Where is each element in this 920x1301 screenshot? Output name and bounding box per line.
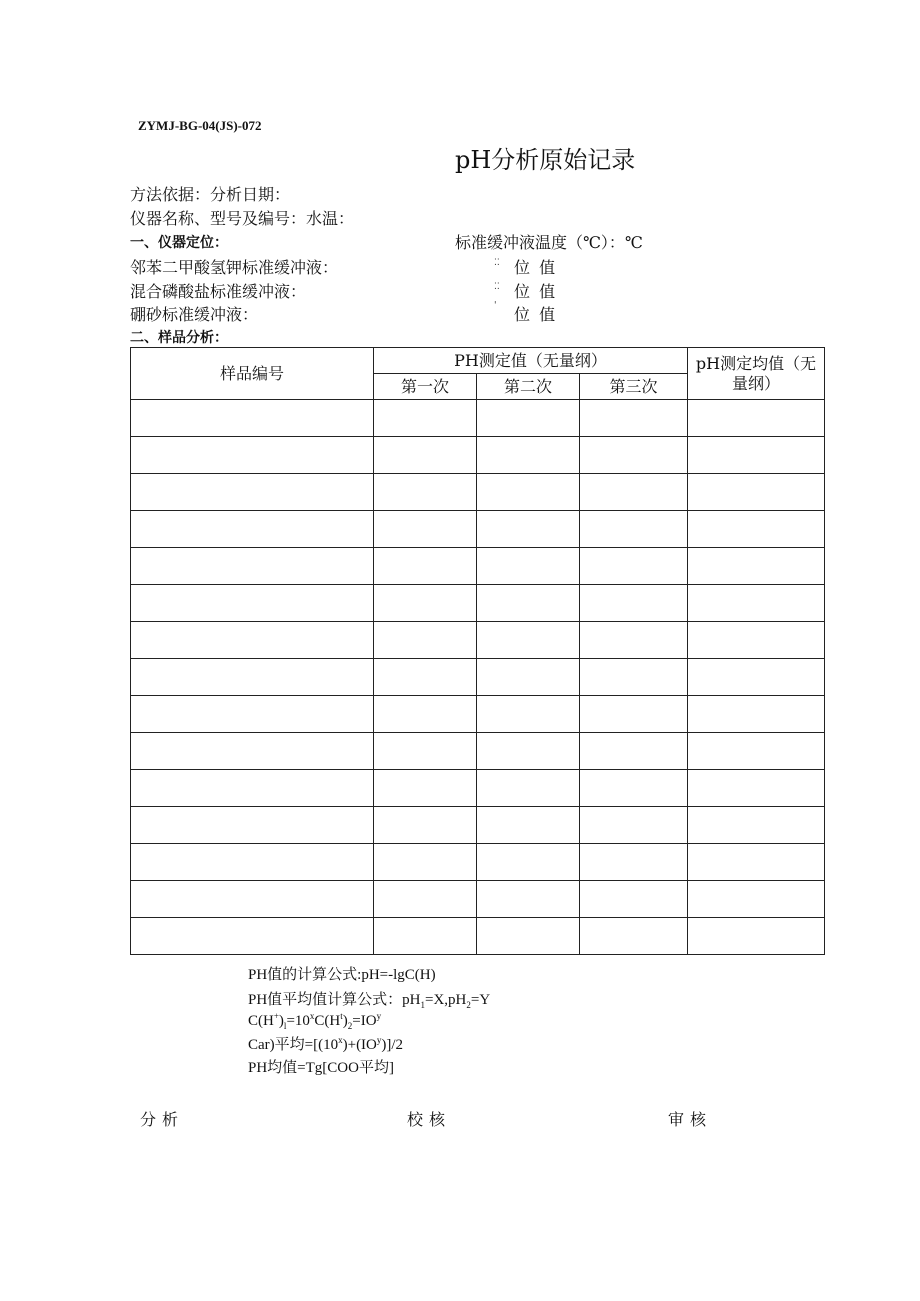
table-cell[interactable] <box>688 511 825 548</box>
table-row <box>131 548 825 585</box>
table-cell[interactable] <box>477 511 580 548</box>
table-cell[interactable] <box>477 400 580 437</box>
table-row <box>131 807 825 844</box>
table-cell[interactable] <box>374 585 477 622</box>
table-cell[interactable] <box>374 548 477 585</box>
table-cell[interactable] <box>374 474 477 511</box>
table-cell[interactable] <box>374 622 477 659</box>
table-cell[interactable] <box>477 696 580 733</box>
table-cell[interactable] <box>688 844 825 881</box>
table-row <box>131 918 825 955</box>
section-2-title: 二、样品分析： <box>130 330 228 346</box>
table-cell[interactable] <box>580 807 688 844</box>
table-cell[interactable] <box>477 548 580 585</box>
table-row <box>131 511 825 548</box>
table-cell[interactable] <box>477 844 580 881</box>
table-cell[interactable] <box>580 437 688 474</box>
buffer-name-3: 硼砂标准缓冲液： <box>130 305 259 324</box>
signature-review: 审核 <box>668 1110 713 1129</box>
table-cell[interactable] <box>688 733 825 770</box>
table-cell[interactable] <box>688 474 825 511</box>
formula-ph-average: PH值平均值计算公式：$pH_1=X,pH_2=Y$ <box>248 992 491 1010</box>
table-cell[interactable] <box>477 733 580 770</box>
table-cell[interactable] <box>477 659 580 696</box>
table-cell[interactable] <box>374 659 477 696</box>
header-first: 第一次 <box>374 374 477 400</box>
table-cell[interactable] <box>580 659 688 696</box>
table-row <box>131 659 825 696</box>
table-cell[interactable] <box>131 474 374 511</box>
table-cell[interactable] <box>131 437 374 474</box>
table-cell[interactable] <box>580 696 688 733</box>
table-cell[interactable] <box>131 881 374 918</box>
instrument-water-temp-line: 仪器名称、型号及编号：水温： <box>130 209 355 228</box>
method-date-line: 方法依据：分析日期： <box>130 185 291 204</box>
table-cell[interactable] <box>477 918 580 955</box>
table-body <box>131 400 825 955</box>
sample-analysis-table <box>130 347 825 955</box>
table-row <box>131 585 825 622</box>
section-1-title: 一、仪器定位： <box>130 235 228 251</box>
table-cell[interactable] <box>477 585 580 622</box>
table-cell[interactable] <box>477 474 580 511</box>
table-cell[interactable] <box>580 770 688 807</box>
page-title: pH分析原始记录 <box>455 146 636 174</box>
buffer-value-label-3: 位 值 <box>514 305 558 324</box>
table-row <box>131 696 825 733</box>
table-cell[interactable] <box>374 844 477 881</box>
header-mean-value: pH测定均值（无量纲） <box>688 348 825 400</box>
buffer-value-label-2: 位 值 <box>514 282 558 301</box>
header-measured-value: PH测定值（无量纲） <box>374 348 688 374</box>
table-cell[interactable] <box>131 733 374 770</box>
table-cell[interactable] <box>580 622 688 659</box>
table-row <box>131 733 825 770</box>
table-cell[interactable] <box>477 437 580 474</box>
table-cell[interactable] <box>580 511 688 548</box>
table-row <box>131 770 825 807</box>
table-cell[interactable] <box>688 585 825 622</box>
table-cell[interactable] <box>374 696 477 733</box>
table-cell[interactable] <box>131 548 374 585</box>
document-code: ZYMJ-BG-04(JS)-072 <box>138 118 262 133</box>
table-cell[interactable] <box>580 733 688 770</box>
buffer-dots-2: ⁚⁚ <box>494 282 500 292</box>
table-cell[interactable] <box>580 474 688 511</box>
table-cell[interactable] <box>374 770 477 807</box>
header-third: 第三次 <box>580 374 688 400</box>
signature-check: 校核 <box>407 1110 452 1129</box>
table-cell[interactable] <box>131 585 374 622</box>
table-cell[interactable] <box>131 918 374 955</box>
table-cell[interactable] <box>688 696 825 733</box>
buffer-name-1: 邻苯二甲酸氢钾标准缓冲液： <box>130 258 339 277</box>
table-cell[interactable] <box>374 437 477 474</box>
table-cell[interactable] <box>580 844 688 881</box>
table-cell[interactable] <box>477 770 580 807</box>
table-cell[interactable] <box>580 585 688 622</box>
signature-analysis: 分析 <box>140 1110 185 1129</box>
table-cell[interactable] <box>688 918 825 955</box>
header-sample-id: 样品编号 <box>131 348 374 400</box>
table-cell[interactable] <box>477 622 580 659</box>
table-cell[interactable] <box>580 881 688 918</box>
table-cell[interactable] <box>131 659 374 696</box>
table-cell[interactable] <box>131 770 374 807</box>
header-second: 第二次 <box>477 374 580 400</box>
buffer-temperature-line: 标准缓冲液温度（℃）：℃ <box>455 233 643 252</box>
buffer-dots-1: ⁚⁚ <box>494 258 500 268</box>
table-cell[interactable] <box>688 881 825 918</box>
buffer-value-label-1: 位 值 <box>514 258 558 277</box>
table-cell[interactable] <box>131 400 374 437</box>
table-cell[interactable] <box>688 548 825 585</box>
table-cell[interactable] <box>374 881 477 918</box>
table-cell[interactable] <box>131 696 374 733</box>
table-cell[interactable] <box>374 918 477 955</box>
table-cell[interactable] <box>374 511 477 548</box>
table-cell[interactable] <box>580 548 688 585</box>
formula-ph-mean: PH均值=Tg[COO平均] <box>248 1060 394 1076</box>
table-cell[interactable] <box>131 844 374 881</box>
table-row <box>131 622 825 659</box>
buffer-dots-3: ' <box>494 301 497 311</box>
table-cell[interactable] <box>580 400 688 437</box>
table-cell[interactable] <box>131 511 374 548</box>
table-row <box>131 844 825 881</box>
table-cell[interactable] <box>688 807 825 844</box>
table-cell[interactable] <box>580 918 688 955</box>
table-cell[interactable] <box>131 807 374 844</box>
table-row <box>131 437 825 474</box>
table-cell[interactable] <box>374 400 477 437</box>
table-cell[interactable] <box>477 881 580 918</box>
table-cell[interactable] <box>688 659 825 696</box>
table-cell[interactable] <box>131 622 374 659</box>
table-row <box>131 881 825 918</box>
buffer-name-2: 混合磷酸盐标准缓冲液： <box>130 282 307 301</box>
table-cell[interactable] <box>374 807 477 844</box>
table-cell[interactable] <box>477 807 580 844</box>
table-cell[interactable] <box>374 733 477 770</box>
formula-concentration: $C(H^+)_l=10^xC(H^t)_2=IO^y$ <box>248 1011 382 1031</box>
table-cell[interactable] <box>688 622 825 659</box>
table-row <box>131 400 825 437</box>
formula-ph: PH值的计算公式:pH=-lgC(H) <box>248 967 436 983</box>
table-cell[interactable] <box>688 437 825 474</box>
formula-average-concentration: Car)平均$=[(10^x)+(IO^y)]/2$ <box>248 1035 404 1053</box>
table-cell[interactable] <box>688 400 825 437</box>
table-cell[interactable] <box>688 770 825 807</box>
table-row <box>131 474 825 511</box>
